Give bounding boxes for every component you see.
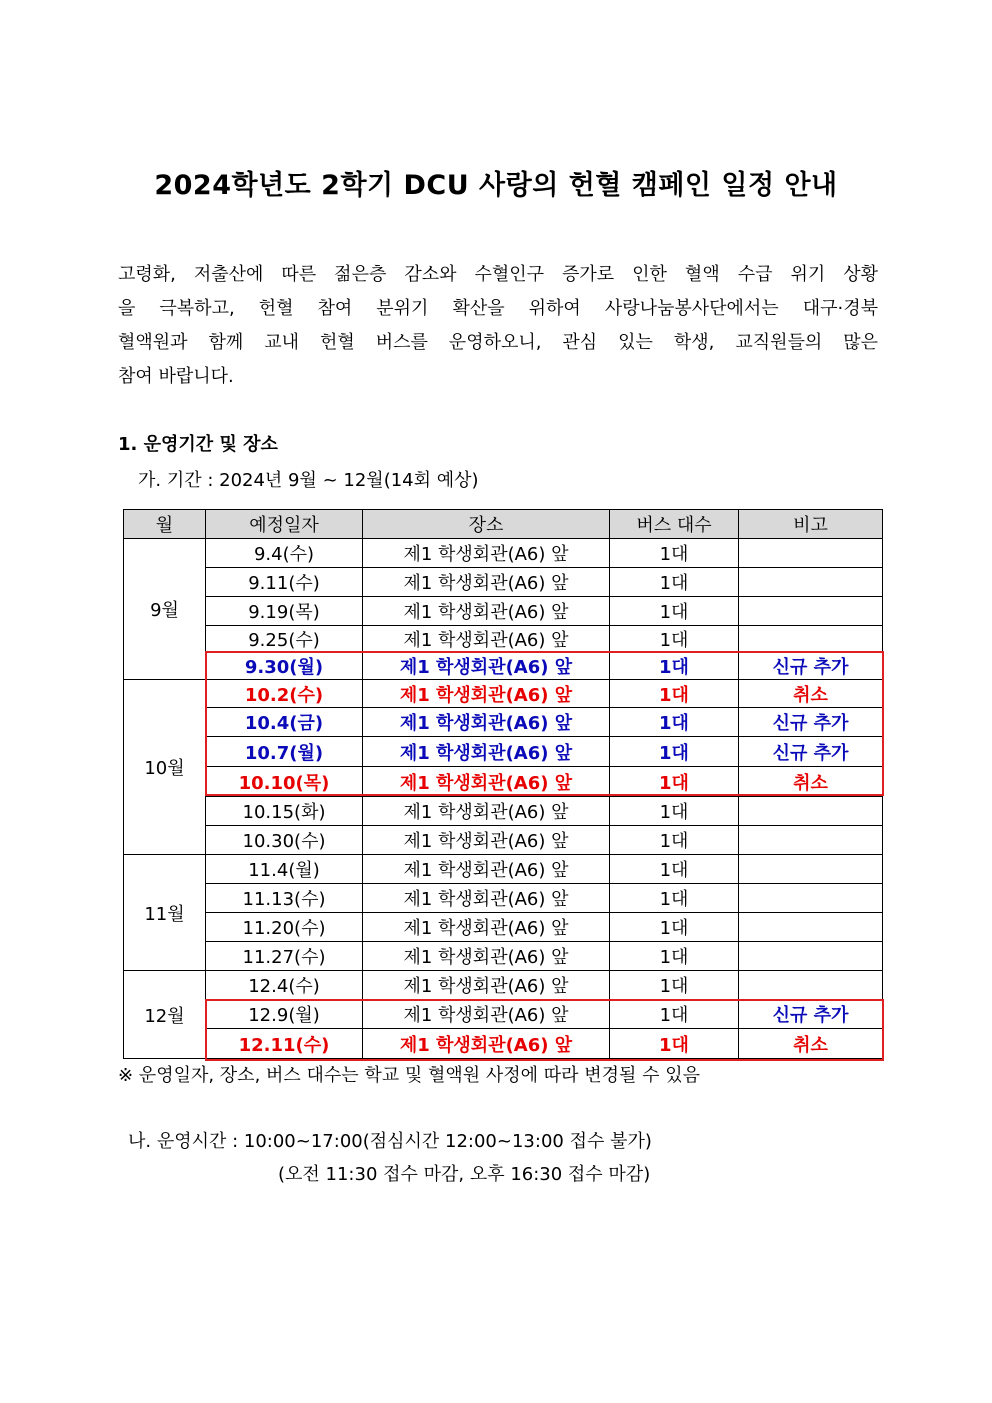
table-row xyxy=(124,680,883,708)
bus-cell: 1대 xyxy=(610,797,739,826)
note-cell xyxy=(739,626,883,653)
place-cell: 제1 학생회관(A6) 앞 xyxy=(363,708,610,737)
place-cell: 제1 학생회관(A6) 앞 xyxy=(363,826,610,855)
table-row xyxy=(124,942,883,971)
header-date: 예정일자 xyxy=(206,510,363,539)
date-cell: 12.9(월) xyxy=(206,1000,363,1029)
bus-cell: 1대 xyxy=(610,597,739,626)
bus-cell: 1대 xyxy=(610,767,739,797)
table-row xyxy=(124,855,883,884)
table-row xyxy=(124,653,883,680)
table-row xyxy=(124,1000,883,1029)
page-title: 2024학년도 2학기 DCU 사랑의 헌혈 캠페인 일정 안내 xyxy=(154,170,838,201)
date-cell: 9.19(목) xyxy=(206,597,363,626)
date-cell: 9.30(월) xyxy=(206,653,363,680)
intro-line: 을 극복하고, 헌혈 참여 분위기 확산을 위하여 사랑나눔봉사단에서는 대구·경북 xyxy=(118,298,878,319)
place-cell: 제1 학생회관(A6) 앞 xyxy=(363,942,610,971)
header-place: 장소 xyxy=(363,510,610,539)
table-row xyxy=(124,708,883,737)
date-cell: 9.11(수) xyxy=(206,568,363,597)
table-row xyxy=(124,826,883,855)
place-cell: 제1 학생회관(A6) 앞 xyxy=(363,680,610,708)
intro-line: 참여 바랍니다. xyxy=(118,366,234,387)
note-cell: 취소 xyxy=(739,1029,883,1059)
header-note: 비고 xyxy=(739,510,883,539)
note-cell xyxy=(739,855,883,884)
bus-cell: 1대 xyxy=(610,1029,739,1059)
table-footnote: ※ 운영일자, 장소, 버스 대수는 학교 및 혈액원 사정에 따라 변경될 수 있음 xyxy=(118,1065,701,1086)
bus-cell: 1대 xyxy=(610,884,739,913)
date-cell: 11.27(수) xyxy=(206,942,363,971)
note-cell xyxy=(739,942,883,971)
schedule-table xyxy=(123,509,883,1059)
month-cell: 10월 xyxy=(124,680,206,855)
date-cell: 11.20(수) xyxy=(206,913,363,942)
place-cell: 제1 학생회관(A6) 앞 xyxy=(363,737,610,767)
note-cell xyxy=(739,539,883,568)
month-cell: 12월 xyxy=(124,971,206,1059)
place-cell: 제1 학생회관(A6) 앞 xyxy=(363,626,610,653)
date-cell: 11.13(수) xyxy=(206,884,363,913)
note-cell xyxy=(739,971,883,1000)
bus-cell: 1대 xyxy=(610,708,739,737)
bus-cell: 1대 xyxy=(610,626,739,653)
place-cell: 제1 학생회관(A6) 앞 xyxy=(363,1029,610,1059)
month-cell: 11월 xyxy=(124,855,206,971)
place-cell: 제1 학생회관(A6) 앞 xyxy=(363,797,610,826)
operating-time: 나. 운영시간 : 10:00~17:00(점심시간 12:00~13:00 접수 불가) xyxy=(128,1131,652,1152)
place-cell: 제1 학생회관(A6) 앞 xyxy=(363,1000,610,1029)
table-row xyxy=(124,626,883,653)
place-cell: 제1 학생회관(A6) 앞 xyxy=(363,767,610,797)
note-cell: 신규 추가 xyxy=(739,737,883,767)
note-cell: 신규 추가 xyxy=(739,1000,883,1029)
bus-cell: 1대 xyxy=(610,653,739,680)
bus-cell: 1대 xyxy=(610,942,739,971)
note-cell xyxy=(739,826,883,855)
period-text: 가. 기간 : 2024년 9월 ~ 12월(14회 예상) xyxy=(138,470,479,491)
note-cell: 취소 xyxy=(739,767,883,797)
date-cell: 12.4(수) xyxy=(206,971,363,1000)
table-row xyxy=(124,913,883,942)
intro-paragraph xyxy=(118,258,878,394)
table-header-row xyxy=(124,510,883,539)
intro-line: 고령화, 저출산에 따른 젊은층 감소와 수혈인구 증가로 인한 혈액 수급 위기 상황 xyxy=(118,264,878,285)
bus-cell: 1대 xyxy=(610,539,739,568)
note-cell: 신규 추가 xyxy=(739,653,883,680)
date-cell: 12.11(수) xyxy=(206,1029,363,1059)
place-cell: 제1 학생회관(A6) 앞 xyxy=(363,855,610,884)
note-cell xyxy=(739,884,883,913)
place-cell: 제1 학생회관(A6) 앞 xyxy=(363,653,610,680)
table-row xyxy=(124,884,883,913)
operating-time-detail: (오전 11:30 접수 마감, 오후 16:30 접수 마감) xyxy=(278,1164,651,1185)
header-bus: 버스 대수 xyxy=(610,510,739,539)
bus-cell: 1대 xyxy=(610,826,739,855)
bus-cell: 1대 xyxy=(610,971,739,1000)
table-row xyxy=(124,797,883,826)
place-cell: 제1 학생회관(A6) 앞 xyxy=(363,884,610,913)
place-cell: 제1 학생회관(A6) 앞 xyxy=(363,971,610,1000)
bus-cell: 1대 xyxy=(610,680,739,708)
table-row xyxy=(124,568,883,597)
table-row xyxy=(124,737,883,767)
table-row xyxy=(124,597,883,626)
date-cell: 9.4(수) xyxy=(206,539,363,568)
intro-line: 혈액원과 함께 교내 헌혈 버스를 운영하오니, 관심 있는 학생, 교직원들의 많은 xyxy=(118,332,878,353)
table-row xyxy=(124,539,883,568)
date-cell: 10.2(수) xyxy=(206,680,363,708)
note-cell xyxy=(739,797,883,826)
section-heading: 1. 운영기간 및 장소 xyxy=(118,434,278,455)
date-cell: 10.4(금) xyxy=(206,708,363,737)
place-cell: 제1 학생회관(A6) 앞 xyxy=(363,568,610,597)
table-row xyxy=(124,767,883,797)
bus-cell: 1대 xyxy=(610,568,739,597)
table-row xyxy=(124,971,883,1000)
month-cell: 9월 xyxy=(124,539,206,680)
note-cell xyxy=(739,597,883,626)
date-cell: 10.7(월) xyxy=(206,737,363,767)
bus-cell: 1대 xyxy=(610,737,739,767)
bus-cell: 1대 xyxy=(610,1000,739,1029)
date-cell: 10.10(목) xyxy=(206,767,363,797)
date-cell: 10.15(화) xyxy=(206,797,363,826)
place-cell: 제1 학생회관(A6) 앞 xyxy=(363,597,610,626)
bus-cell: 1대 xyxy=(610,913,739,942)
note-cell: 취소 xyxy=(739,680,883,708)
note-cell xyxy=(739,913,883,942)
note-cell xyxy=(739,568,883,597)
date-cell: 10.30(수) xyxy=(206,826,363,855)
header-month: 월 xyxy=(124,510,206,539)
note-cell: 신규 추가 xyxy=(739,708,883,737)
place-cell: 제1 학생회관(A6) 앞 xyxy=(363,913,610,942)
table-row xyxy=(124,1029,883,1059)
place-cell: 제1 학생회관(A6) 앞 xyxy=(363,539,610,568)
date-cell: 9.25(수) xyxy=(206,626,363,653)
bus-cell: 1대 xyxy=(610,855,739,884)
date-cell: 11.4(월) xyxy=(206,855,363,884)
